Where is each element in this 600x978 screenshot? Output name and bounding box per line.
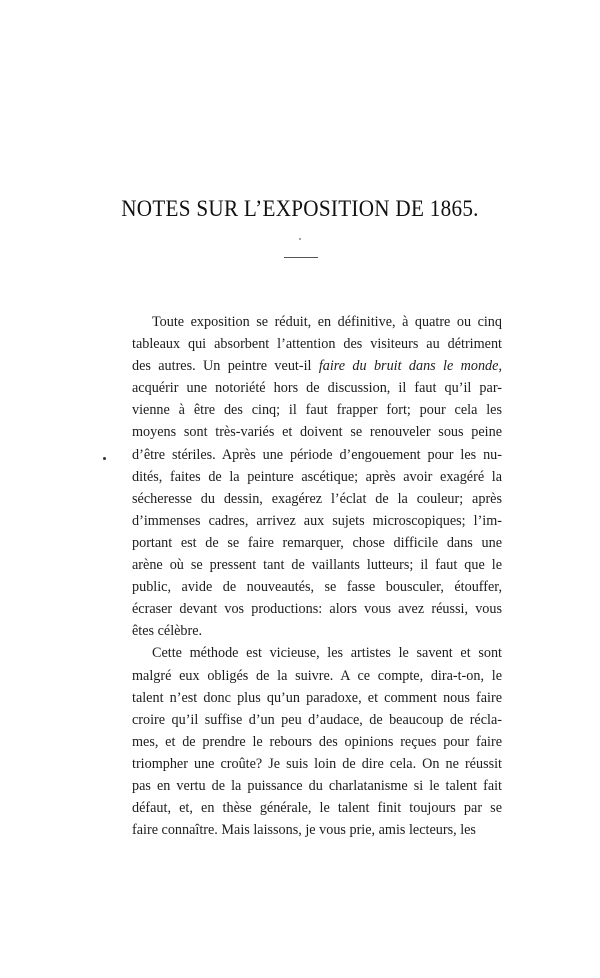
text-line: croire qu’il suffise d’un peu d’audace, de beaucoup de récla- — [132, 711, 502, 728]
text-line: Toute exposition se réduit, en définitive, à quatre ou cinq — [152, 314, 502, 330]
italic-phrase: faire du bruit dans le monde — [318, 358, 499, 375]
text-line: pas en vertu de la puissance du charlatanisme si le talent fait — [132, 777, 502, 794]
text-line: arène où se pressent tant de vaillants lutteurs; il faut que le — [132, 557, 502, 574]
title-rule — [284, 257, 318, 258]
chapter-title: NOTES SUR L’EXPOSITION DE 1865. — [121, 196, 479, 221]
body-text — [132, 311, 502, 841]
text-line: malgré eux obligés de la suivre. A ce compte, dira-t-on, le — [132, 667, 502, 684]
ornament-dot — [299, 238, 301, 240]
text-line: triompher une croûte? Je suis loin de dire cela. On ne réussit — [132, 755, 502, 772]
text-line: sécheresse du dessin, exagérez l’éclat de la couleur; après — [132, 490, 502, 507]
text-line: d’immenses cadres, arrivez aux sujets microscopiques; l’im- — [132, 512, 502, 529]
text-line: dités, faites de la peinture ascétique; après avoir exagéré la — [132, 468, 502, 485]
text-line: portant est de se faire remarquer, chose difficile dans une — [132, 534, 502, 551]
text-line — [132, 355, 502, 377]
margin-mark — [103, 457, 106, 460]
text-line: Cette méthode est vicieuse, les artistes le savent et sont — [152, 645, 502, 662]
text-line: défaut, et, en thèse générale, le talent finit toujours par se — [132, 800, 502, 817]
text-line: faire connaître. Mais laissons, je vous prie, amis lecteurs, les — [132, 822, 476, 839]
text-line: acquérir une notoriété hors de discussion, il faut qu’il par- — [132, 380, 502, 397]
text-segment: des autres. Un peintre veut-il — [132, 358, 319, 375]
text-line: moyens sont très-variés et doivent se renouveler sous peine — [132, 424, 502, 441]
text-line: talent n’est donc plus qu’un paradoxe, et comment nous faire — [132, 689, 502, 706]
text-line: tableaux qui absorbent l’attention des visiteurs au détriment — [132, 336, 502, 353]
text-line: mes, et de prendre le rebours des opinions reçues pour faire — [132, 733, 502, 750]
text-line: écraser devant vos productions: alors vous avez réussi, vous — [132, 601, 502, 618]
text-line: êtes célèbre. — [132, 623, 203, 640]
text-line: vienne à être des cinq; il faut frapper fort; pour cela les — [132, 402, 502, 419]
text-line: d’être stériles. Après une période d’engouement pour les nu- — [132, 446, 502, 463]
text-line: public, avide de nouveautés, se fasse bousculer, étouffer, — [132, 579, 502, 596]
text-segment: , — [498, 358, 502, 375]
